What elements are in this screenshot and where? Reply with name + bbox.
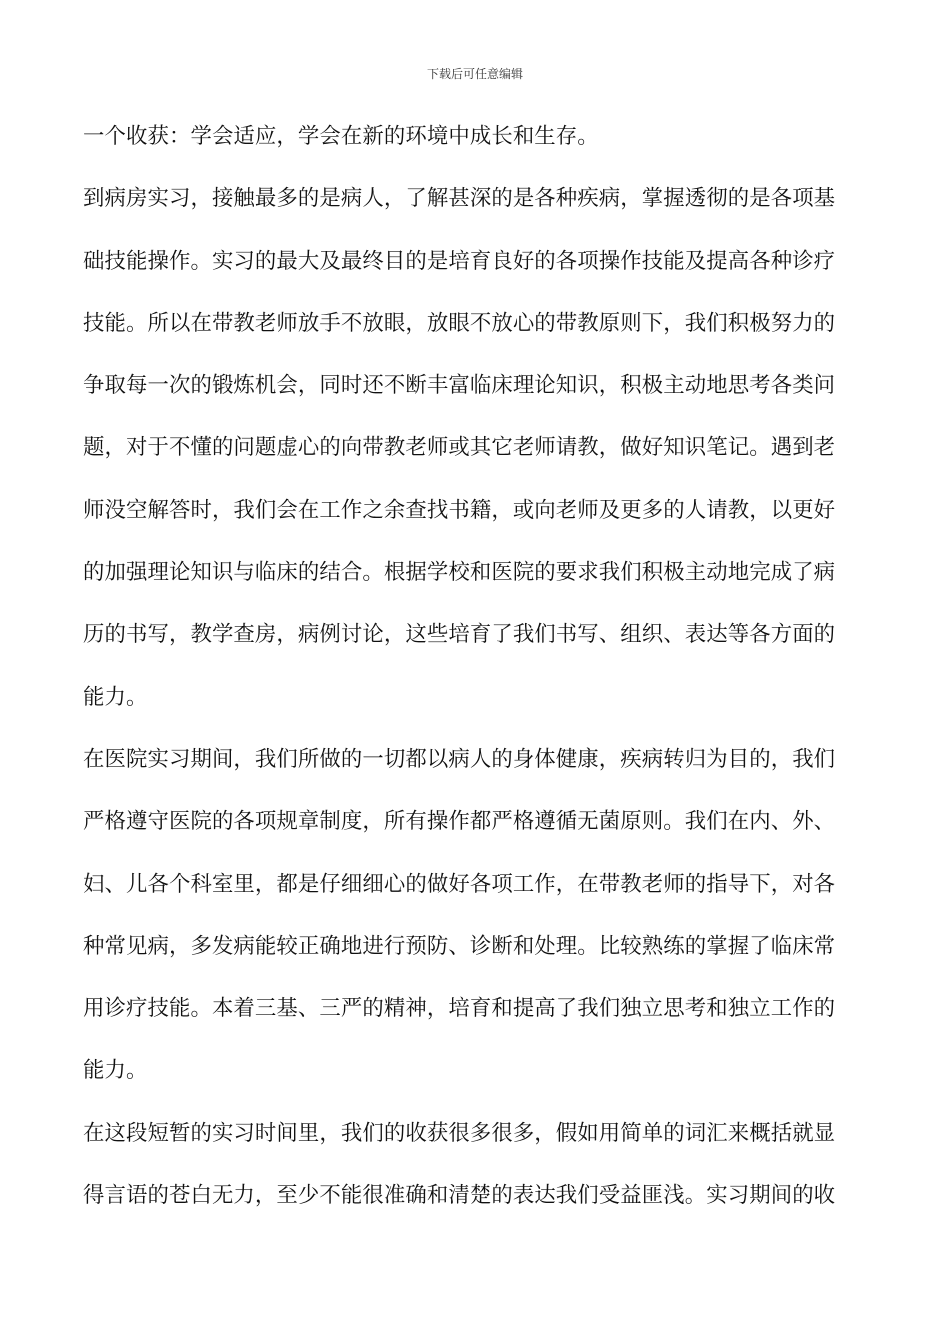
document-body <box>83 122 873 1243</box>
text-line: 技能。所以在带教老师放手不放眼，放眼不放心的带教原则下，我们积极努力的 <box>83 310 836 336</box>
text-line: 历的书写，教学查房，病例讨论，这些培育了我们书写、组织、表达等各方面的 <box>83 622 836 648</box>
page-header: 下载后可任意编辑 <box>426 67 523 81</box>
text-line: 能力。 <box>83 684 148 710</box>
text-line: 妇、儿各个科室里，都是仔细细心的做好各项工作，在带教老师的指导下，对各 <box>83 871 836 897</box>
text-line: 用诊疗技能。本着三基、三严的精神，培育和提高了我们独立思考和独立工作的 <box>83 996 836 1022</box>
text-line: 师没空解答时，我们会在工作之余查找书籍，或向老师及更多的人请教，以更好 <box>83 497 836 523</box>
text-line: 严格遵守医院的各项规章制度，所有操作都严格遵循无菌原则。我们在内、外、 <box>83 809 836 835</box>
text-line: 争取每一次的锻炼机会，同时还不断丰富临床理论知识，积极主动地思考各类问 <box>83 373 836 399</box>
text-line: 一个收获：学会适应，学会在新的环境中成长和生存。 <box>83 124 599 149</box>
text-line: 题，对于不懂的问题虚心的向带教老师或其它老师请教，做好知识笔记。遇到老 <box>83 435 836 461</box>
text-line: 础技能操作。实习的最大及最终目的是培育良好的各项操作技能及提高各种诊疗 <box>83 248 836 274</box>
text-line: 在这段短暂的实习时间里，我们的收获很多很多，假如用简单的词汇来概括就显 <box>83 1120 836 1146</box>
text-line: 在医院实习期间，我们所做的一切都以病人的身体健康，疾病转归为目的，我们 <box>83 746 836 772</box>
text-line: 的加强理论知识与临床的结合。根据学校和医院的要求我们积极主动地完成了病 <box>83 560 836 586</box>
text-line: 到病房实习，接触最多的是病人，了解甚深的是各种疾病，掌握透彻的是各项基 <box>83 186 836 212</box>
text-line: 能力。 <box>83 1058 148 1084</box>
text-line: 得言语的苍白无力，至少不能很准确和清楚的表达我们受益匪浅。实习期间的收 <box>83 1183 836 1209</box>
text-line: 种常见病，多发病能较正确地进行预防、诊断和处理。比较熟练的掌握了临床常 <box>83 933 836 959</box>
